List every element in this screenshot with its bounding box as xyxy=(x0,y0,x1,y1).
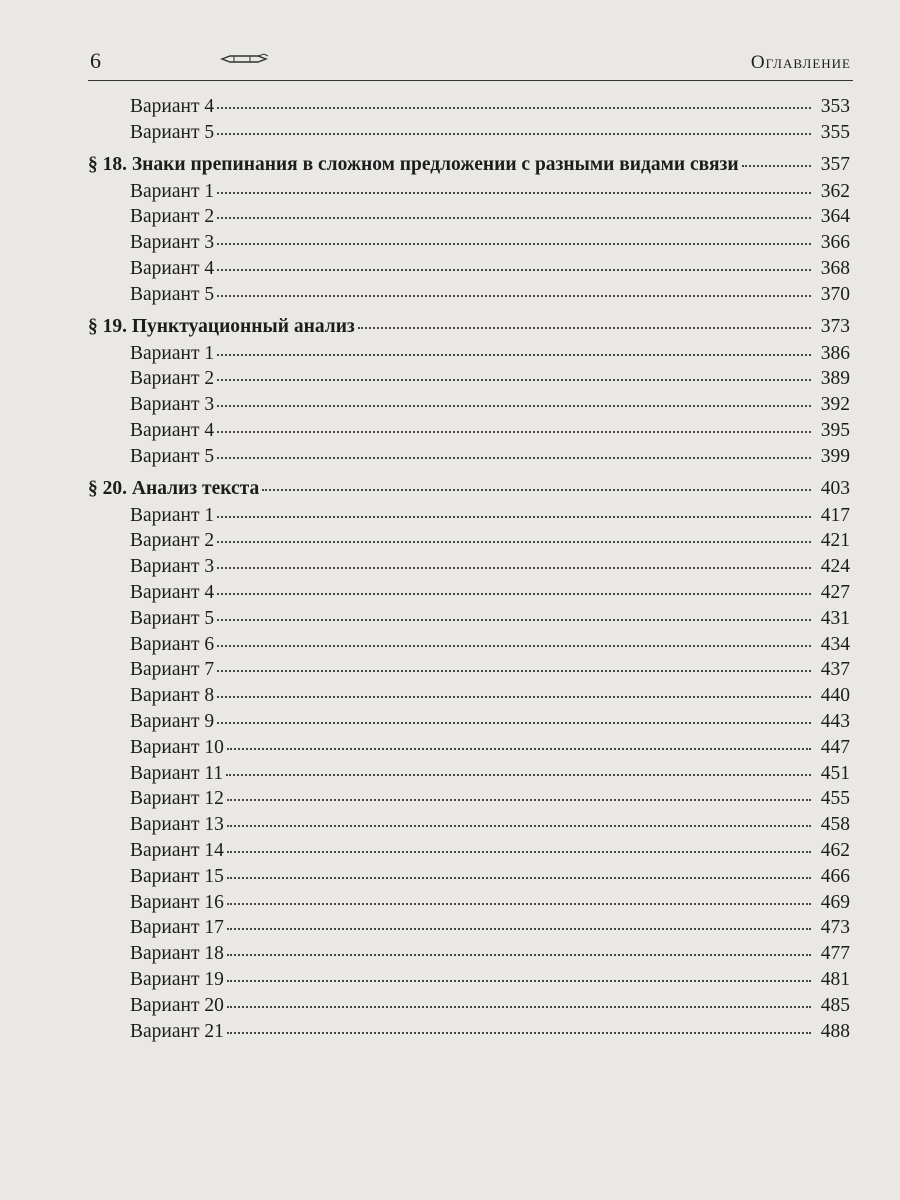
toc-entry-label: Вариант 14 xyxy=(130,839,224,861)
dot-leader xyxy=(217,379,811,381)
dot-leader xyxy=(217,593,811,595)
dot-leader xyxy=(217,457,811,459)
toc-entry-label: § 18. Знаки препинания в сложном предложении с разными видами связи xyxy=(88,153,739,175)
page-header xyxy=(88,46,853,81)
dot-leader xyxy=(262,489,811,491)
toc-variant-entry xyxy=(88,608,850,634)
toc-variant-entry xyxy=(88,737,850,763)
dot-leader xyxy=(227,799,811,801)
dot-leader xyxy=(742,165,811,167)
toc-entry-label: Вариант 13 xyxy=(130,814,224,836)
toc-variant-entry xyxy=(88,995,850,1021)
toc-entry-label: Вариант 4 xyxy=(130,257,215,279)
toc-variant-entry xyxy=(88,505,850,531)
toc-entry-page-number: 437 xyxy=(820,659,850,681)
toc-entry-page-number: 485 xyxy=(820,994,850,1016)
toc-entry-page-number: 481 xyxy=(820,968,850,990)
dot-leader xyxy=(358,327,811,329)
toc-variant-entry xyxy=(88,711,850,737)
toc-entry-page-number: 357 xyxy=(820,153,850,175)
dot-leader xyxy=(227,928,811,930)
toc-entry-label: Вариант 5 xyxy=(130,607,215,629)
toc-variant-entry xyxy=(88,181,850,207)
dot-leader xyxy=(227,954,811,956)
toc-entry-page-number: 399 xyxy=(820,445,850,467)
toc-entry-label: Вариант 9 xyxy=(130,710,215,732)
toc-entry-page-number: 488 xyxy=(820,1020,850,1042)
toc-entry-page-number: 368 xyxy=(820,257,850,279)
toc-entry-page-number: 373 xyxy=(820,315,850,337)
dot-leader xyxy=(227,877,811,879)
toc-entry-page-number: 473 xyxy=(820,917,850,939)
toc-entry-label: Вариант 2 xyxy=(130,368,215,390)
toc-entry-page-number: 451 xyxy=(820,762,850,784)
dot-leader xyxy=(217,696,811,698)
dot-leader xyxy=(217,405,811,407)
toc-entry-label: Вариант 6 xyxy=(130,633,215,655)
toc-entry-label: Вариант 3 xyxy=(130,232,215,254)
dot-leader xyxy=(217,354,811,356)
dot-leader xyxy=(227,1006,811,1008)
toc-entry-label: Вариант 10 xyxy=(130,736,224,758)
toc-variant-entry xyxy=(88,892,850,918)
dot-leader xyxy=(217,107,811,109)
toc-entry-label: Вариант 1 xyxy=(130,342,215,364)
toc-entry-label: § 19. Пунктуационный анализ xyxy=(88,315,355,337)
dot-leader xyxy=(217,133,811,135)
toc-variant-entry xyxy=(88,394,850,420)
toc-entry-page-number: 427 xyxy=(820,581,850,603)
toc-entry-page-number: 466 xyxy=(820,865,850,887)
dot-leader xyxy=(217,541,811,543)
dot-leader xyxy=(226,774,811,776)
dot-leader xyxy=(217,645,811,647)
dot-leader xyxy=(217,722,811,724)
toc-entry-label: Вариант 4 xyxy=(130,419,215,441)
table-of-contents xyxy=(88,96,850,1046)
toc-variant-entry xyxy=(88,582,850,608)
toc-variant-entry xyxy=(88,284,850,310)
toc-entry-label: Вариант 2 xyxy=(130,530,215,552)
dot-leader xyxy=(217,243,811,245)
toc-entry-label: Вариант 7 xyxy=(130,659,215,681)
toc-variant-entry xyxy=(88,634,850,660)
toc-entry-page-number: 355 xyxy=(820,121,850,143)
toc-entry-page-number: 395 xyxy=(820,419,850,441)
toc-variant-entry xyxy=(88,969,850,995)
toc-entry-label: Вариант 3 xyxy=(130,394,215,416)
pen-icon xyxy=(220,52,270,71)
dot-leader xyxy=(217,269,811,271)
toc-entry-label: Вариант 3 xyxy=(130,556,215,578)
toc-entry-page-number: 421 xyxy=(820,530,850,552)
toc-entry-page-number: 440 xyxy=(820,685,850,707)
toc-entry-label: Вариант 5 xyxy=(130,283,215,305)
toc-entry-label: Вариант 1 xyxy=(130,180,215,202)
toc-variant-entry xyxy=(88,232,850,258)
toc-entry-page-number: 392 xyxy=(820,394,850,416)
toc-entry-page-number: 353 xyxy=(820,96,850,117)
toc-entry-page-number: 469 xyxy=(820,891,850,913)
toc-entry-page-number: 366 xyxy=(820,232,850,254)
dot-leader xyxy=(217,295,811,297)
toc-variant-entry xyxy=(88,788,850,814)
toc-section-entry xyxy=(88,316,850,343)
toc-entry-page-number: 431 xyxy=(820,607,850,629)
toc-entry-page-number: 462 xyxy=(820,839,850,861)
toc-variant-entry xyxy=(88,943,850,969)
toc-entry-label: Вариант 18 xyxy=(130,943,224,965)
toc-variant-entry xyxy=(88,420,850,446)
dot-leader xyxy=(217,516,811,518)
toc-entry-page-number: 403 xyxy=(820,477,850,499)
toc-variant-entry xyxy=(88,343,850,369)
dot-leader xyxy=(217,670,811,672)
dot-leader xyxy=(217,431,811,433)
toc-variant-entry xyxy=(88,368,850,394)
toc-variant-entry xyxy=(88,446,850,472)
toc-entry-label: Вариант 11 xyxy=(130,762,224,784)
toc-entry-page-number: 362 xyxy=(820,180,850,202)
page-number: 6 xyxy=(90,48,101,73)
toc-section-entry xyxy=(88,154,850,181)
toc-variant-entry xyxy=(88,866,850,892)
toc-variant-entry xyxy=(88,206,850,232)
toc-entry-label: Вариант 4 xyxy=(130,96,215,117)
dot-leader xyxy=(217,217,811,219)
toc-entry-page-number: 386 xyxy=(820,342,850,364)
toc-entry-page-number: 434 xyxy=(820,633,850,655)
toc-variant-entry xyxy=(88,840,850,866)
toc-entry-label: Вариант 12 xyxy=(130,788,224,810)
toc-variant-entry xyxy=(88,258,850,284)
toc-entry-page-number: 389 xyxy=(820,368,850,390)
toc-entry-label: Вариант 21 xyxy=(130,1020,224,1042)
toc-entry-label: § 20. Анализ текста xyxy=(88,477,260,499)
dot-leader xyxy=(227,851,811,853)
toc-entry-label: Вариант 5 xyxy=(130,121,215,143)
toc-variant-entry xyxy=(88,917,850,943)
toc-entry-label: Вариант 16 xyxy=(130,891,224,913)
toc-variant-entry xyxy=(88,122,850,148)
toc-entry-label: Вариант 19 xyxy=(130,968,224,990)
dot-leader xyxy=(217,567,811,569)
toc-entry-page-number: 370 xyxy=(820,283,850,305)
dot-leader xyxy=(217,619,811,621)
running-title: Оглавление xyxy=(750,52,851,73)
dot-leader xyxy=(217,192,811,194)
dot-leader xyxy=(227,748,811,750)
toc-entry-page-number: 424 xyxy=(820,556,850,578)
toc-variant-entry xyxy=(88,763,850,789)
dot-leader xyxy=(227,980,811,982)
toc-variant-entry xyxy=(88,1021,850,1047)
toc-entry-label: Вариант 5 xyxy=(130,445,215,467)
toc-entry-label: Вариант 15 xyxy=(130,865,224,887)
toc-variant-entry xyxy=(88,96,850,122)
toc-variant-entry xyxy=(88,685,850,711)
toc-entry-label: Вариант 2 xyxy=(130,206,215,228)
toc-variant-entry xyxy=(88,530,850,556)
toc-entry-page-number: 364 xyxy=(820,206,850,228)
toc-entry-page-number: 443 xyxy=(820,710,850,732)
toc-entry-page-number: 477 xyxy=(820,943,850,965)
dot-leader xyxy=(227,1032,811,1034)
toc-section-entry xyxy=(88,478,850,505)
toc-variant-entry xyxy=(88,814,850,840)
toc-entry-page-number: 447 xyxy=(820,736,850,758)
toc-variant-entry xyxy=(88,556,850,582)
toc-entry-label: Вариант 20 xyxy=(130,994,224,1016)
dot-leader xyxy=(227,903,811,905)
toc-entry-page-number: 458 xyxy=(820,814,850,836)
toc-entry-label: Вариант 1 xyxy=(130,504,215,526)
dot-leader xyxy=(227,825,811,827)
toc-variant-entry xyxy=(88,659,850,685)
toc-entry-label: Вариант 8 xyxy=(130,685,215,707)
toc-entry-page-number: 455 xyxy=(820,788,850,810)
toc-entry-page-number: 417 xyxy=(820,504,850,526)
toc-entry-label: Вариант 4 xyxy=(130,581,215,603)
toc-entry-label: Вариант 17 xyxy=(130,917,224,939)
